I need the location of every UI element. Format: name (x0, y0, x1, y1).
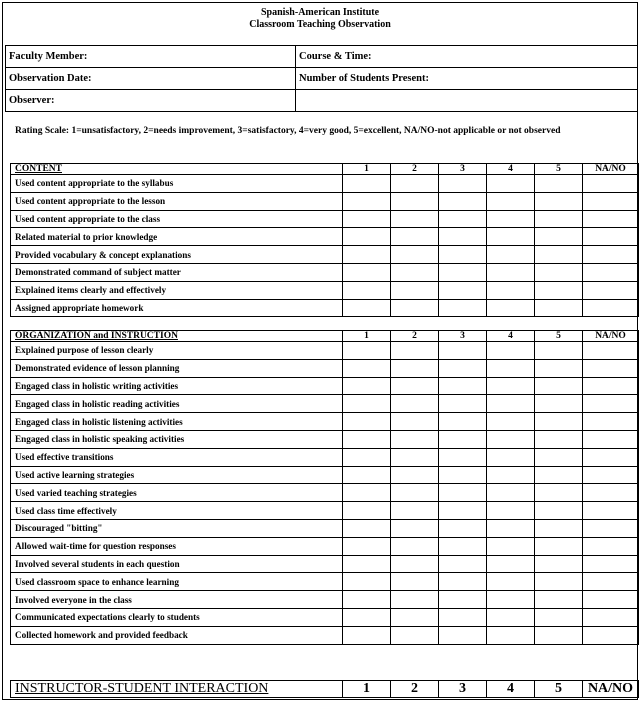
rating-cell[interactable] (343, 299, 391, 317)
rating-cell[interactable] (487, 519, 535, 537)
criteria-label: Used content appropriate to the lesson (11, 192, 343, 210)
criteria-row (11, 395, 639, 413)
rating-cell[interactable] (535, 537, 583, 555)
rating-cell[interactable] (583, 246, 639, 264)
criteria-label: Used classroom space to enhance learning (11, 573, 343, 591)
rating-cell[interactable] (343, 626, 391, 644)
rating-cell[interactable] (439, 299, 487, 317)
rating-cell[interactable] (391, 192, 439, 210)
rating-cell[interactable] (439, 192, 487, 210)
rating-cell[interactable] (535, 448, 583, 466)
criteria-row (11, 555, 639, 573)
rating-cell[interactable] (535, 502, 583, 520)
rating-cell[interactable] (343, 555, 391, 573)
criteria-row (11, 591, 639, 609)
criteria-row (11, 430, 639, 448)
rating-cell[interactable] (487, 263, 535, 281)
rating-cell[interactable] (535, 342, 583, 360)
rating-cell[interactable] (583, 281, 639, 299)
rating-cell[interactable] (391, 299, 439, 317)
rating-cell[interactable] (535, 430, 583, 448)
rating-cell[interactable] (439, 430, 487, 448)
rating-cell[interactable] (391, 537, 439, 555)
rating-cell[interactable] (439, 263, 487, 281)
rating-cell[interactable] (343, 192, 391, 210)
rating-cell[interactable] (343, 484, 391, 502)
rating-cell[interactable] (439, 573, 487, 591)
rating-cell[interactable] (583, 299, 639, 317)
rating-cell[interactable] (343, 430, 391, 448)
rating-cell[interactable] (391, 342, 439, 360)
rating-cell[interactable] (583, 591, 639, 609)
observation-date-field[interactable]: Observation Date: (6, 68, 296, 90)
rating-cell[interactable] (535, 228, 583, 246)
rating-cell[interactable] (391, 519, 439, 537)
rating-cell[interactable] (583, 377, 639, 395)
criteria-label: Allowed wait-time for question responses (11, 537, 343, 555)
criteria-row (11, 519, 639, 537)
rating-column-header: 3 (439, 681, 487, 698)
rating-cell[interactable] (583, 484, 639, 502)
rating-cell[interactable] (487, 608, 535, 626)
num-students-field[interactable]: Number of Students Present: (296, 68, 638, 90)
rating-cell[interactable] (583, 519, 639, 537)
rating-cell[interactable] (583, 263, 639, 281)
rating-cell[interactable] (343, 502, 391, 520)
criteria-label: Used varied teaching strategies (11, 484, 343, 502)
criteria-label: Used content appropriate to the class (11, 210, 343, 228)
rating-cell[interactable] (391, 228, 439, 246)
rating-cell[interactable] (535, 573, 583, 591)
observer-field[interactable]: Observer: (6, 90, 296, 112)
rating-cell[interactable] (487, 537, 535, 555)
rating-cell[interactable] (391, 555, 439, 573)
criteria-row (11, 448, 639, 466)
rating-cell[interactable] (487, 573, 535, 591)
rating-cell[interactable] (487, 210, 535, 228)
criteria-row (11, 299, 639, 317)
criteria-label: Communicated expectations clearly to students (11, 608, 343, 626)
criteria-label: Used active learning strategies (11, 466, 343, 484)
rating-column-header: 1 (343, 681, 391, 698)
criteria-label: Explained purpose of lesson clearly (11, 342, 343, 360)
rating-cell[interactable] (391, 430, 439, 448)
rating-cell[interactable] (487, 484, 535, 502)
rating-cell[interactable] (487, 299, 535, 317)
rating-cell[interactable] (535, 591, 583, 609)
criteria-label: Engaged class in holistic speaking activities (11, 430, 343, 448)
rating-column-header: 5 (535, 331, 583, 342)
criteria-label: Provided vocabulary & concept explanations (11, 246, 343, 264)
rating-cell[interactable] (343, 591, 391, 609)
rating-cell[interactable] (391, 484, 439, 502)
form-title: Classroom Teaching Observation (249, 19, 391, 30)
rating-cell[interactable] (583, 573, 639, 591)
info-blank-cell (296, 90, 638, 112)
rating-cell[interactable] (343, 281, 391, 299)
criteria-row (11, 175, 639, 193)
rating-cell[interactable] (583, 555, 639, 573)
criteria-label: Engaged class in holistic listening activities (11, 413, 343, 431)
criteria-label: Assigned appropriate homework (11, 299, 343, 317)
criteria-row (11, 359, 639, 377)
criteria-row (11, 281, 639, 299)
rating-cell[interactable] (391, 608, 439, 626)
rating-cell[interactable] (391, 175, 439, 193)
rating-cell[interactable] (343, 395, 391, 413)
criteria-row (11, 377, 639, 395)
rating-column-header: 2 (391, 331, 439, 342)
content-table (10, 163, 639, 317)
rating-cell[interactable] (535, 192, 583, 210)
criteria-row (11, 413, 639, 431)
rating-cell[interactable] (343, 228, 391, 246)
rating-cell[interactable] (391, 246, 439, 264)
rating-column-header: 1 (343, 331, 391, 342)
rating-cell[interactable] (439, 626, 487, 644)
rating-cell[interactable] (343, 377, 391, 395)
rating-cell[interactable] (535, 281, 583, 299)
rating-cell[interactable] (535, 608, 583, 626)
rating-cell[interactable] (439, 246, 487, 264)
rating-cell[interactable] (343, 342, 391, 360)
form-header (3, 7, 637, 31)
rating-cell[interactable] (583, 448, 639, 466)
rating-cell[interactable] (487, 448, 535, 466)
rating-cell[interactable] (343, 210, 391, 228)
rating-cell[interactable] (487, 626, 535, 644)
rating-cell[interactable] (487, 377, 535, 395)
rating-cell[interactable] (535, 175, 583, 193)
criteria-row (11, 502, 639, 520)
criteria-label: Engaged class in holistic reading activities (11, 395, 343, 413)
rating-cell[interactable] (583, 466, 639, 484)
rating-cell[interactable] (583, 342, 639, 360)
rating-cell[interactable] (391, 281, 439, 299)
criteria-label: Involved several students in each question (11, 555, 343, 573)
faculty-member-field[interactable]: Faculty Member: (6, 46, 296, 68)
rating-cell[interactable] (391, 263, 439, 281)
rating-cell[interactable] (343, 448, 391, 466)
rating-cell[interactable] (439, 484, 487, 502)
rating-cell[interactable] (583, 502, 639, 520)
rating-cell[interactable] (391, 591, 439, 609)
rating-column-header: 4 (487, 681, 535, 698)
rating-cell[interactable] (343, 466, 391, 484)
rating-cell[interactable] (439, 608, 487, 626)
rating-cell[interactable] (535, 466, 583, 484)
rating-cell[interactable] (583, 608, 639, 626)
course-time-field[interactable]: Course & Time: (296, 46, 638, 68)
section-title-cell (11, 164, 343, 175)
criteria-label: Used content appropriate to the syllabus (11, 175, 343, 193)
criteria-label: Collected homework and provided feedback (11, 626, 343, 644)
section-header-row (11, 331, 639, 342)
criteria-row (11, 210, 639, 228)
section-title-cell (11, 681, 343, 698)
rating-column-header: 3 (439, 331, 487, 342)
rating-cell[interactable] (439, 359, 487, 377)
rating-cell[interactable] (535, 555, 583, 573)
rating-cell[interactable] (439, 519, 487, 537)
section-title: ORGANIZATION and INSTRUCTION (15, 331, 178, 341)
rating-column-header: 1 (343, 164, 391, 175)
criteria-label: Discouraged "bitting" (11, 519, 343, 537)
rating-cell[interactable] (343, 413, 391, 431)
rating-cell[interactable] (583, 210, 639, 228)
rating-cell[interactable] (343, 263, 391, 281)
rating-cell[interactable] (439, 555, 487, 573)
rating-column-header: 2 (391, 164, 439, 175)
rating-column-header: 5 (535, 681, 583, 698)
rating-cell[interactable] (535, 519, 583, 537)
criteria-row (11, 573, 639, 591)
rating-cell[interactable] (439, 502, 487, 520)
rating-cell[interactable] (487, 359, 535, 377)
section-title: CONTENT (15, 164, 62, 174)
criteria-label: Explained items clearly and effectively (11, 281, 343, 299)
rating-cell[interactable] (583, 192, 639, 210)
criteria-label: Related material to prior knowledge (11, 228, 343, 246)
rating-cell[interactable] (487, 175, 535, 193)
rating-cell[interactable] (583, 228, 639, 246)
rating-cell[interactable] (391, 395, 439, 413)
rating-cell[interactable] (583, 430, 639, 448)
rating-cell[interactable] (439, 537, 487, 555)
rating-cell[interactable] (487, 192, 535, 210)
rating-cell[interactable] (535, 413, 583, 431)
rating-cell[interactable] (487, 342, 535, 360)
rating-cell[interactable] (487, 395, 535, 413)
criteria-row (11, 626, 639, 644)
rating-cell[interactable] (487, 502, 535, 520)
interaction-table (10, 680, 639, 698)
section-title: INSTRUCTOR-STUDENT INTERACTION (15, 681, 269, 696)
rating-cell[interactable] (343, 359, 391, 377)
rating-cell[interactable] (439, 342, 487, 360)
rating-cell[interactable] (439, 281, 487, 299)
rating-column-header: NA/NO (583, 164, 639, 175)
criteria-row (11, 537, 639, 555)
rating-column-header: NA/NO (583, 681, 639, 698)
rating-cell[interactable] (439, 466, 487, 484)
criteria-label: Used class time effectively (11, 502, 343, 520)
criteria-label: Engaged class in holistic writing activities (11, 377, 343, 395)
criteria-label: Demonstrated evidence of lesson planning (11, 359, 343, 377)
rating-cell[interactable] (583, 395, 639, 413)
rating-cell[interactable] (343, 573, 391, 591)
rating-cell[interactable] (583, 413, 639, 431)
criteria-label: Demonstrated command of subject matter (11, 263, 343, 281)
institute-name: Spanish-American Institute (260, 7, 380, 18)
rating-cell[interactable] (343, 608, 391, 626)
section-header-row (11, 164, 639, 175)
observation-form (2, 2, 638, 700)
rating-cell[interactable] (391, 573, 439, 591)
criteria-row (11, 484, 639, 502)
rating-cell[interactable] (583, 626, 639, 644)
rating-cell[interactable] (439, 210, 487, 228)
rating-cell[interactable] (343, 519, 391, 537)
criteria-row (11, 246, 639, 264)
criteria-label: Used effective transitions (11, 448, 343, 466)
rating-cell[interactable] (391, 377, 439, 395)
rating-cell[interactable] (487, 246, 535, 264)
rating-cell[interactable] (535, 263, 583, 281)
rating-column-header: 3 (439, 164, 487, 175)
rating-cell[interactable] (391, 626, 439, 644)
rating-cell[interactable] (391, 413, 439, 431)
rating-cell[interactable] (583, 175, 639, 193)
criteria-label: Involved everyone in the class (11, 591, 343, 609)
rating-cell[interactable] (583, 359, 639, 377)
rating-cell[interactable] (439, 448, 487, 466)
rating-cell[interactable] (391, 448, 439, 466)
info-table (5, 45, 638, 112)
rating-cell[interactable] (391, 210, 439, 228)
rating-cell[interactable] (535, 626, 583, 644)
rating-cell[interactable] (391, 502, 439, 520)
rating-cell[interactable] (343, 246, 391, 264)
rating-cell[interactable] (391, 359, 439, 377)
rating-cell[interactable] (535, 299, 583, 317)
rating-cell[interactable] (487, 555, 535, 573)
rating-cell[interactable] (487, 281, 535, 299)
rating-cell[interactable] (487, 228, 535, 246)
rating-column-header: NA/NO (583, 331, 639, 342)
rating-cell[interactable] (439, 591, 487, 609)
section-title-cell (11, 331, 343, 342)
criteria-row (11, 608, 639, 626)
rating-cell[interactable] (343, 175, 391, 193)
section-header-row (11, 681, 639, 698)
rating-column-header: 2 (391, 681, 439, 698)
criteria-row (11, 342, 639, 360)
rating-cell[interactable] (535, 210, 583, 228)
criteria-row (11, 192, 639, 210)
rating-cell[interactable] (439, 395, 487, 413)
rating-cell[interactable] (439, 413, 487, 431)
rating-cell[interactable] (487, 591, 535, 609)
rating-scale: Rating Scale: 1=unsatisfactory, 2=needs improvement, 3=satisfactory, 4=very good, 5=excellent, NA/NO-not applicable or not observed (15, 126, 561, 136)
rating-column-header: 5 (535, 164, 583, 175)
rating-cell[interactable] (439, 228, 487, 246)
criteria-row (11, 263, 639, 281)
rating-cell[interactable] (487, 466, 535, 484)
rating-cell[interactable] (343, 537, 391, 555)
criteria-row (11, 466, 639, 484)
rating-cell[interactable] (535, 359, 583, 377)
rating-cell[interactable] (391, 466, 439, 484)
rating-cell[interactable] (487, 430, 535, 448)
rating-cell[interactable] (583, 537, 639, 555)
rating-cell[interactable] (535, 484, 583, 502)
organization-table (10, 330, 639, 645)
rating-cell[interactable] (439, 377, 487, 395)
rating-cell[interactable] (487, 413, 535, 431)
rating-cell[interactable] (439, 175, 487, 193)
rating-cell[interactable] (535, 395, 583, 413)
rating-column-header: 4 (487, 164, 535, 175)
rating-cell[interactable] (535, 377, 583, 395)
criteria-row (11, 228, 639, 246)
rating-cell[interactable] (535, 246, 583, 264)
rating-column-header: 4 (487, 331, 535, 342)
